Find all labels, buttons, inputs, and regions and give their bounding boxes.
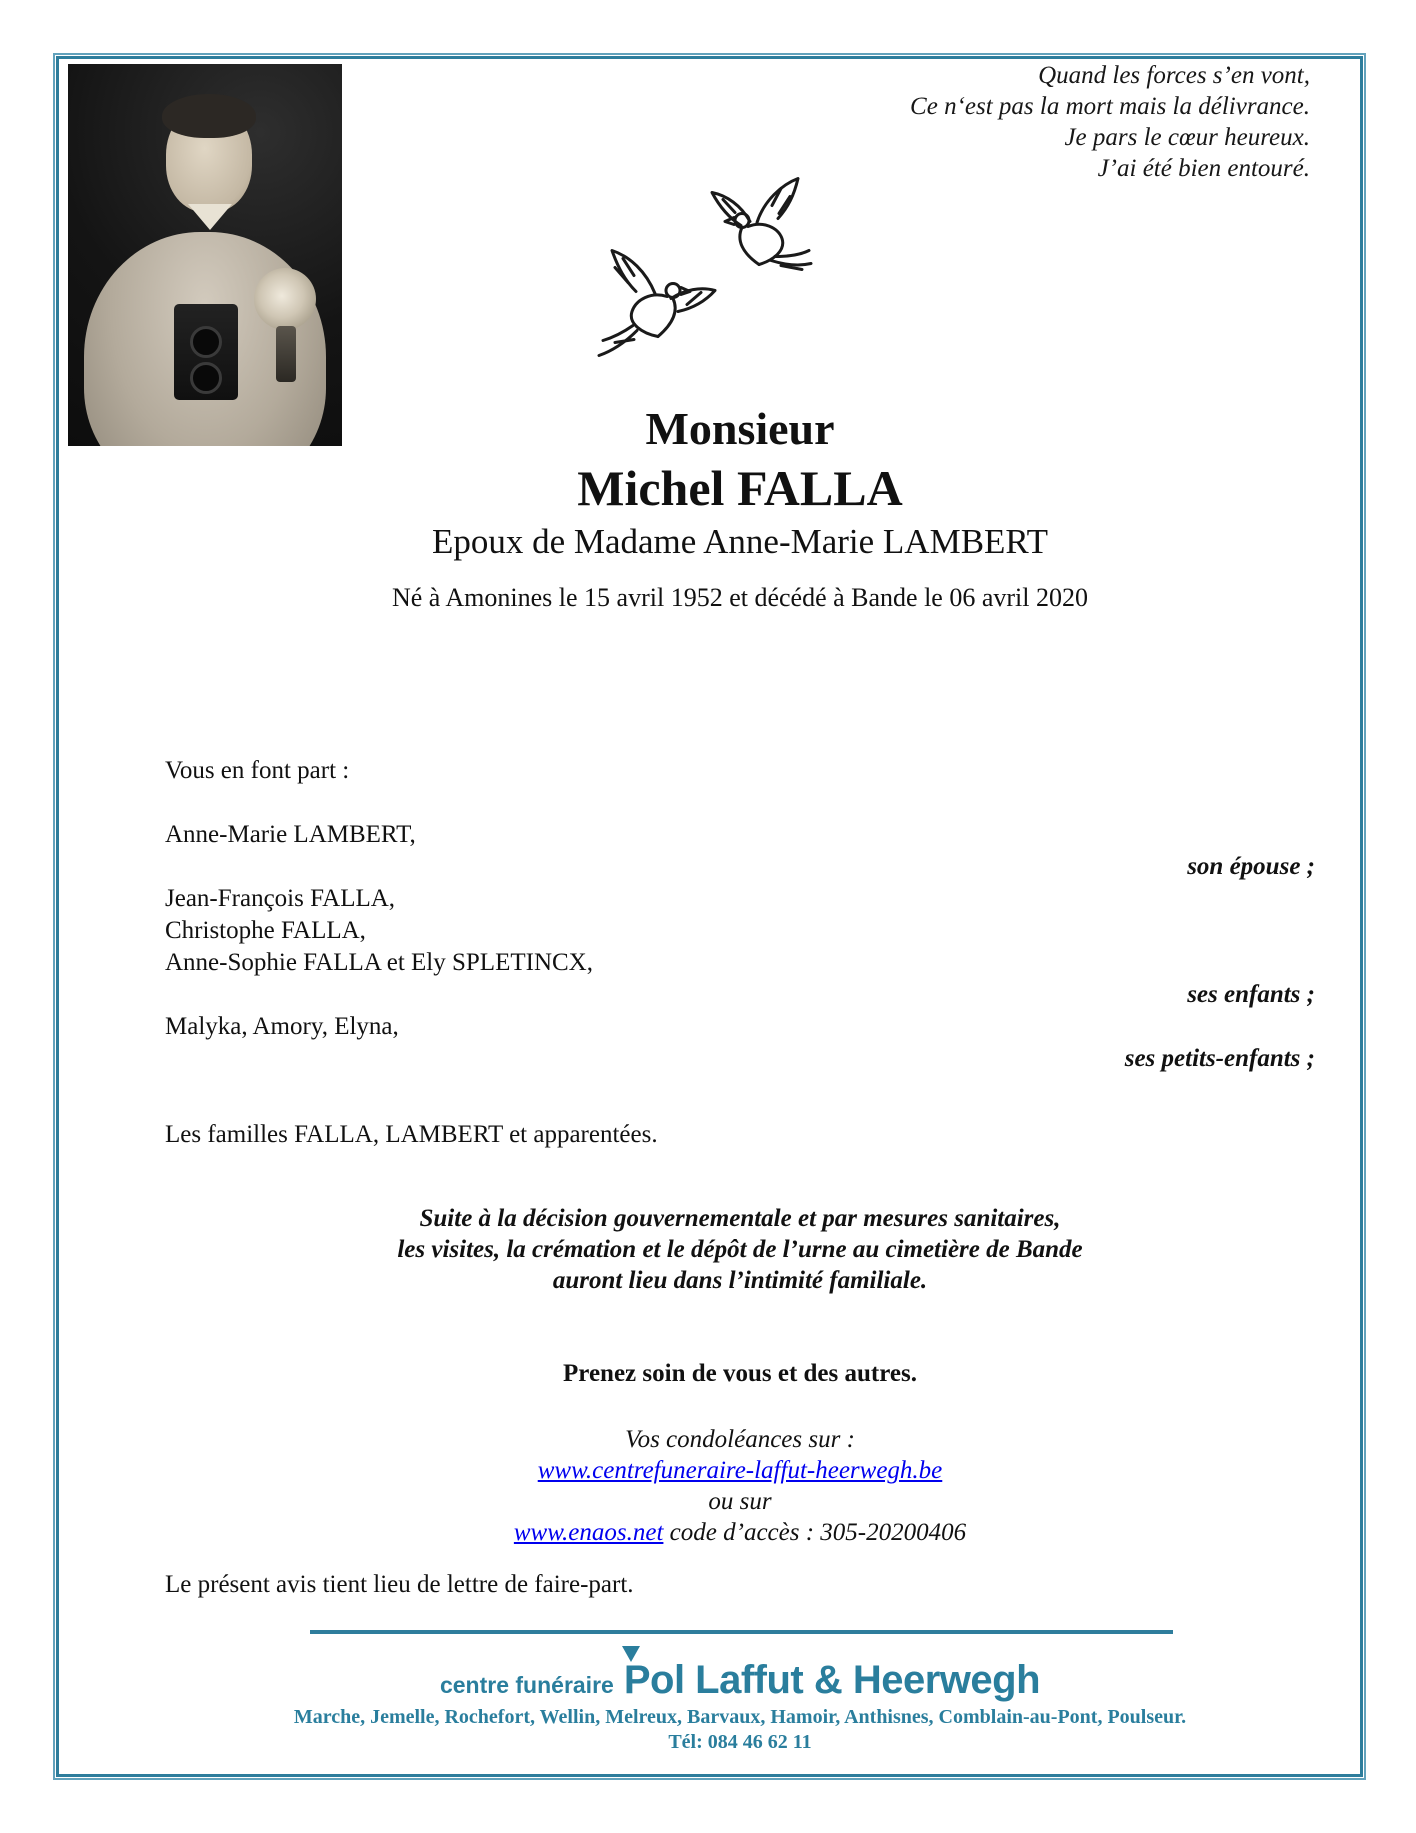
notice-line: Suite à la décision gouvernementale et par mesures sanitaires, bbox=[419, 1205, 1061, 1232]
deceased-name: Michel FALLA bbox=[577, 460, 903, 516]
photo-collar bbox=[188, 204, 232, 230]
announcement-intro: Vous en font part : bbox=[165, 757, 350, 784]
family-announcement bbox=[165, 755, 1315, 1151]
relation-label: ses petits-enfants ; bbox=[1124, 1045, 1315, 1072]
quote-line: Ce n‘est pas la mort mais la délivrance. bbox=[910, 93, 1310, 120]
family-member: Jean-François FALLA, bbox=[165, 885, 396, 912]
family-member: Christophe FALLA, bbox=[165, 917, 366, 944]
footer-phone: Tél: 084 46 62 11 bbox=[668, 1731, 812, 1753]
funeral-home-logo bbox=[165, 1658, 1315, 1703]
footer-divider bbox=[310, 1630, 1173, 1634]
relation-label: ses enfants ; bbox=[1187, 981, 1315, 1008]
title-block bbox=[165, 400, 1315, 614]
down-triangle-icon bbox=[622, 1646, 640, 1662]
photo-hair bbox=[162, 94, 256, 138]
photo-camera bbox=[174, 304, 238, 400]
photo-flash-handle bbox=[276, 326, 296, 382]
brand-prefix: centre funéraire bbox=[439, 1672, 614, 1698]
brand-name: Pol Laffut & Heerwegh bbox=[623, 1658, 1041, 1702]
condolences-between: ou sur bbox=[708, 1488, 772, 1515]
deceased-salutation: Monsieur bbox=[645, 403, 835, 454]
sanitary-notice bbox=[165, 1203, 1315, 1296]
care-message: Prenez soin de vous et des autres. bbox=[563, 1360, 917, 1387]
families-line: Les familles FALLA, LAMBERT et apparentées. bbox=[165, 1121, 658, 1148]
notice-line: les visites, la crémation et le dépôt de l’urne au cimetière de Bande bbox=[397, 1236, 1083, 1263]
quote-line: J’ai été bien entouré. bbox=[1097, 155, 1310, 182]
deceased-spouse-line: Epoux de Madame Anne-Marie LAMBERT bbox=[431, 522, 1049, 561]
family-member: Anne-Marie LAMBERT, bbox=[165, 821, 416, 848]
condolences-link-centrefuneraire[interactable]: www.centrefuneraire-laffut-heerwegh.be bbox=[537, 1457, 943, 1484]
photo-flash-reflector bbox=[254, 268, 316, 330]
condolences-intro: Vos condoléances sur : bbox=[625, 1426, 855, 1453]
family-member: Anne-Sophie FALLA et Ely SPLETINCX, bbox=[165, 949, 593, 976]
notice-line: auront lieu dans l’intimité familiale. bbox=[552, 1267, 928, 1294]
condolences-link-enaos[interactable]: www.enaos.net bbox=[513, 1519, 664, 1546]
deceased-life-dates: Né à Amonines le 15 avril 1952 et décédé à Bande le 06 avril 2020 bbox=[391, 583, 1088, 612]
portrait-photo bbox=[68, 64, 342, 446]
footer-locations: Marche, Jemelle, Rochefort, Wellin, Melreux, Barvaux, Hamoir, Anthisnes, Comblain-au-Pont, Poulseur. bbox=[293, 1706, 1187, 1728]
family-member: Malyka, Amory, Elyna, bbox=[165, 1013, 399, 1040]
epitaph-quote bbox=[910, 60, 1310, 184]
closing-line: Le présent avis tient lieu de lettre de faire-part. bbox=[165, 1571, 634, 1598]
doves-icon bbox=[545, 170, 845, 375]
condolences-block bbox=[165, 1424, 1315, 1548]
relation-label: son épouse ; bbox=[1187, 853, 1315, 880]
quote-line: Quand les forces s’en vont, bbox=[1038, 62, 1310, 89]
access-code: code d’accès : 305-20200406 bbox=[663, 1519, 967, 1546]
quote-line: Je pars le cœur heureux. bbox=[1064, 124, 1310, 151]
